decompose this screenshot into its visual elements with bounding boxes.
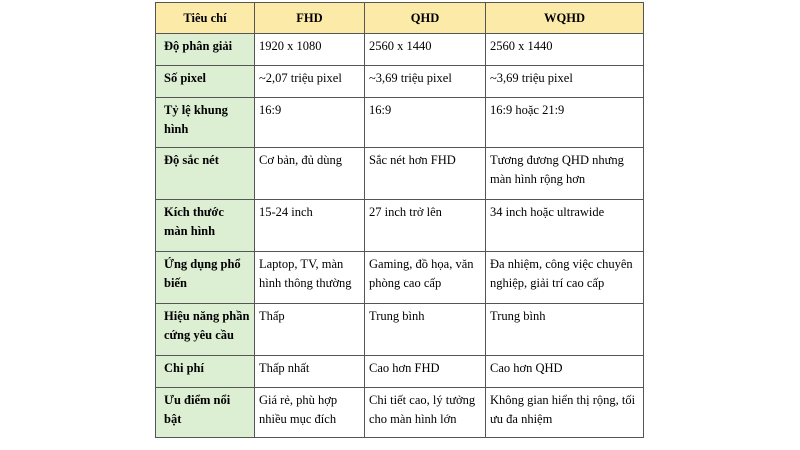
table-cell	[486, 200, 644, 252]
row-label	[156, 304, 255, 356]
row-label	[156, 252, 255, 304]
row-label-text: Chi phí	[164, 361, 204, 375]
cell-text: Chi tiết cao, lý tưởng cho màn hình lớn	[369, 393, 476, 426]
comparison-table-container	[155, 2, 643, 438]
cell-text: 16:9	[259, 103, 282, 117]
table-row	[156, 34, 644, 66]
table-cell	[255, 304, 365, 356]
table-row	[156, 356, 644, 388]
table-cell	[255, 252, 365, 304]
table-cell	[486, 34, 644, 66]
cell-text: Thấp	[259, 309, 285, 323]
row-label	[156, 98, 255, 148]
table-body	[156, 34, 644, 438]
header-wqhd: WQHD	[486, 3, 644, 34]
cell-text: Trung bình	[490, 309, 546, 323]
cell-text: 1920 x 1080	[259, 39, 322, 53]
table-cell	[486, 66, 644, 98]
table-row	[156, 304, 644, 356]
table-cell	[255, 356, 365, 388]
table-cell	[255, 66, 365, 98]
table-header-row	[156, 3, 644, 34]
header-fhd: FHD	[255, 3, 365, 34]
row-label	[156, 356, 255, 388]
table-cell	[255, 200, 365, 252]
row-label-text: Ưu điểm nổi bật	[164, 393, 231, 426]
cell-text: Thấp nhất	[259, 361, 310, 375]
cell-text: Đa nhiệm, công việc chuyên nghiệp, giải trí cao cấp	[490, 257, 633, 290]
table-cell	[365, 388, 486, 438]
cell-text: Laptop, TV, màn hình thông thường	[259, 257, 352, 290]
cell-text: 34 inch hoặc ultrawide	[490, 205, 605, 219]
table-cell	[365, 34, 486, 66]
cell-text: ~3,69 triệu pixel	[369, 71, 452, 85]
table-cell	[486, 252, 644, 304]
cell-text: Trung bình	[369, 309, 425, 323]
cell-text: 15-24 inch	[259, 205, 313, 219]
cell-text: 27 inch trở lên	[369, 205, 442, 219]
row-label-text: Độ phân giải	[164, 39, 233, 53]
table-cell	[255, 34, 365, 66]
table-cell	[255, 98, 365, 148]
table-cell	[486, 148, 644, 200]
table-cell	[365, 252, 486, 304]
row-label-text: Hiệu năng phần cứng yêu cầu	[164, 309, 250, 342]
table-row	[156, 66, 644, 98]
cell-text: Cơ bản, đủ dùng	[259, 153, 342, 167]
table-cell	[486, 98, 644, 148]
cell-text: Sắc nét hơn FHD	[369, 153, 456, 167]
table-row	[156, 98, 644, 148]
table-cell	[486, 388, 644, 438]
cell-text: Giá rẻ, phù hợp nhiều mục đích	[259, 393, 338, 426]
table-cell	[365, 148, 486, 200]
row-label-text: Số pixel	[164, 71, 207, 85]
cell-text: 2560 x 1440	[490, 39, 553, 53]
cell-text: Gaming, đồ họa, văn phòng cao cấp	[369, 257, 474, 290]
row-label-text: Độ sắc nét	[164, 153, 219, 167]
cell-text: 16:9	[369, 103, 392, 117]
table-cell	[365, 356, 486, 388]
cell-text: Cao hơn QHD	[490, 361, 563, 375]
cell-text: ~3,69 triệu pixel	[490, 71, 573, 85]
cell-text: Tương đương QHD nhưng màn hình rộng hơn	[490, 153, 624, 186]
header-criteria: Tiêu chí	[156, 3, 255, 34]
cell-text: Cao hơn FHD	[369, 361, 440, 375]
table-row	[156, 200, 644, 252]
row-label-text: Tỷ lệ khung hình	[164, 103, 228, 136]
table-cell	[255, 388, 365, 438]
table-cell	[365, 304, 486, 356]
comparison-table	[155, 2, 644, 438]
header-qhd: QHD	[365, 3, 486, 34]
row-label-text: Ứng dụng phổ biến	[164, 257, 241, 290]
row-label	[156, 66, 255, 98]
table-cell	[255, 148, 365, 200]
table-cell	[365, 66, 486, 98]
table-cell	[365, 200, 486, 252]
cell-text: Không gian hiển thị rộng, tối ưu đa nhiệm	[490, 393, 636, 426]
table-row	[156, 148, 644, 200]
cell-text: 16:9 hoặc 21:9	[490, 103, 565, 117]
row-label	[156, 200, 255, 252]
row-label	[156, 388, 255, 438]
table-cell	[365, 98, 486, 148]
row-label	[156, 148, 255, 200]
cell-text: ~2,07 triệu pixel	[259, 71, 342, 85]
row-label	[156, 34, 255, 66]
cell-text: 2560 x 1440	[369, 39, 432, 53]
row-label-text: Kích thước màn hình	[164, 205, 224, 238]
table-row	[156, 252, 644, 304]
table-cell	[486, 304, 644, 356]
table-cell	[486, 356, 644, 388]
table-row	[156, 388, 644, 438]
